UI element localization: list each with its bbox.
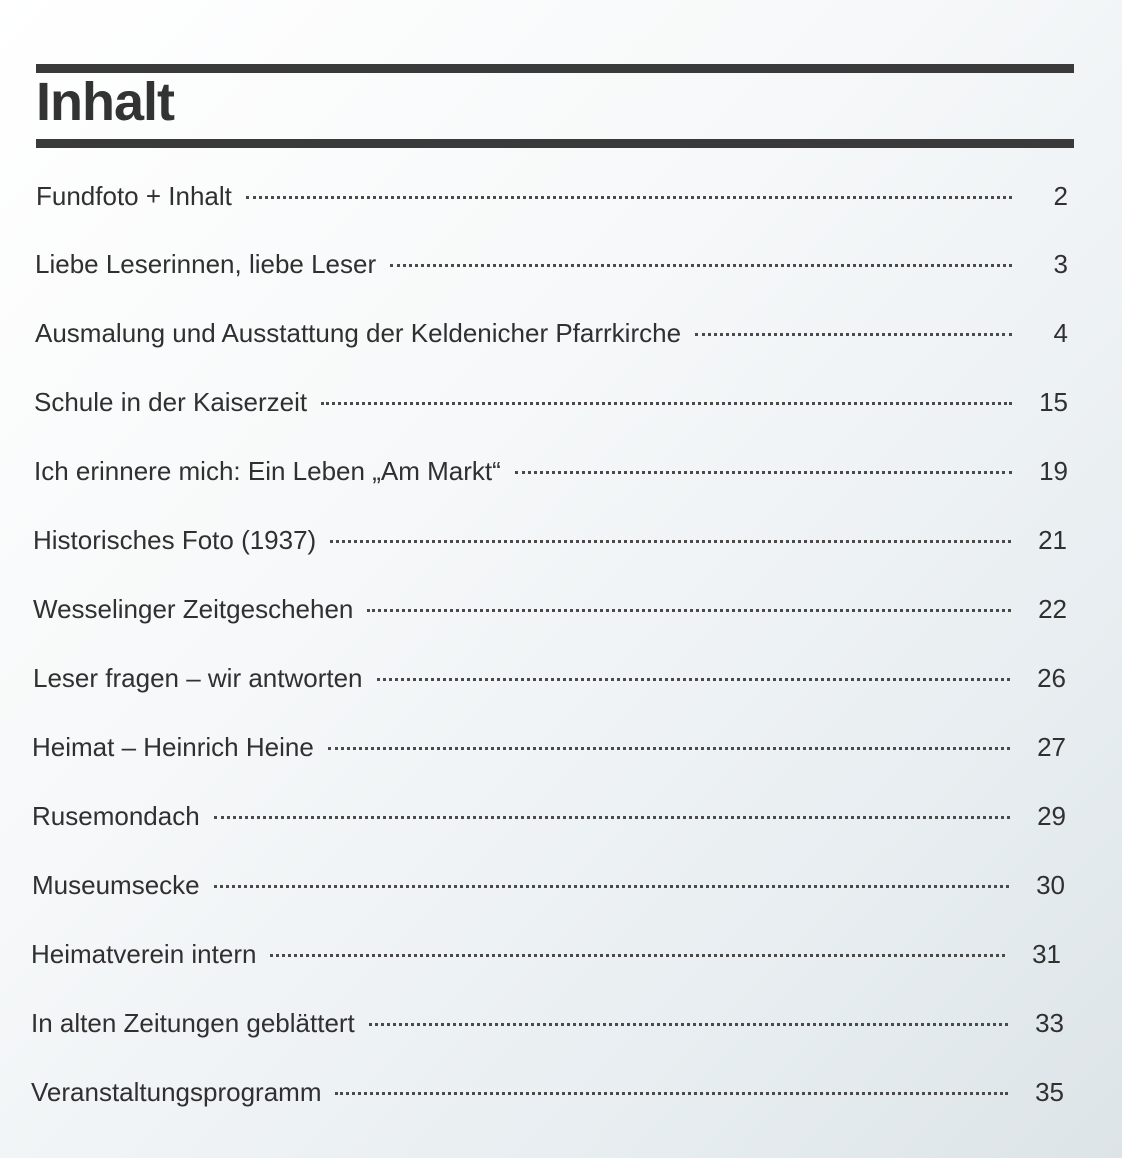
dot-leader bbox=[390, 264, 1012, 267]
toc-entry-page: 15 bbox=[1039, 387, 1068, 417]
toc-entry bbox=[31, 934, 1061, 974]
toc-entry-page: 29 bbox=[1037, 801, 1066, 831]
toc-entry-page: 26 bbox=[1037, 663, 1066, 693]
toc-entry bbox=[34, 451, 1068, 491]
toc-entry-page: 31 bbox=[1032, 939, 1061, 969]
toc-entry-title: Rusemondach bbox=[32, 801, 200, 831]
toc-entry bbox=[36, 176, 1068, 216]
dot-leader bbox=[214, 816, 1010, 819]
dot-leader bbox=[214, 885, 1009, 888]
toc-entry-title: Leser fragen – wir antworten bbox=[33, 663, 363, 693]
dot-leader bbox=[695, 333, 1012, 336]
dot-leader bbox=[328, 747, 1010, 750]
toc-entry-title: Ausmalung und Ausstattung der Keldenicher Pfarrkirche bbox=[35, 318, 682, 348]
toc-entry-page: 3 bbox=[1053, 249, 1068, 279]
toc-entry bbox=[32, 865, 1065, 905]
toc-entry-title: In alten Zeitungen geblättert bbox=[31, 1008, 355, 1038]
toc-entry-title: Ich erinnere mich: Ein Leben „Am Markt“ bbox=[34, 456, 501, 486]
toc-entry-page: 21 bbox=[1038, 525, 1067, 555]
toc-entry-page: 2 bbox=[1053, 181, 1068, 211]
dot-leader bbox=[377, 678, 1010, 681]
toc-entry-page: 19 bbox=[1039, 456, 1068, 486]
toc-entry bbox=[34, 382, 1068, 422]
toc-entry bbox=[31, 1003, 1064, 1043]
toc-entry bbox=[35, 313, 1068, 353]
toc-entry-page: 35 bbox=[1035, 1077, 1064, 1107]
toc-entry bbox=[33, 658, 1066, 698]
toc-entry-title: Heimat – Heinrich Heine bbox=[32, 732, 314, 762]
dot-leader bbox=[246, 196, 1012, 199]
toc-entry bbox=[31, 1072, 1064, 1112]
toc-entry bbox=[35, 244, 1068, 284]
toc-entry-title: Schule in der Kaiserzeit bbox=[34, 387, 308, 417]
dot-leader bbox=[515, 471, 1012, 474]
dot-leader bbox=[321, 402, 1012, 405]
dot-leader bbox=[330, 540, 1011, 543]
toc-entry-title: Veranstaltungsprogramm bbox=[31, 1077, 322, 1107]
toc-entry-title: Wesselinger Zeitgeschehen bbox=[33, 594, 354, 624]
toc-entry bbox=[32, 727, 1066, 767]
page-title: Inhalt bbox=[36, 72, 174, 132]
dot-leader bbox=[369, 1023, 1008, 1026]
toc-entry-title: Liebe Leserinnen, liebe Leser bbox=[35, 249, 377, 279]
dot-leader bbox=[270, 954, 1005, 957]
toc-entry bbox=[33, 589, 1067, 629]
toc-entry-page: 22 bbox=[1038, 594, 1067, 624]
toc-entry bbox=[33, 520, 1067, 560]
toc-entry-title: Heimatverein intern bbox=[31, 939, 257, 969]
toc-entry-title: Fundfoto + Inhalt bbox=[36, 181, 232, 211]
dot-leader bbox=[367, 609, 1011, 612]
toc-entry-page: 27 bbox=[1037, 732, 1066, 762]
dot-leader bbox=[335, 1092, 1008, 1095]
toc-entry-page: 33 bbox=[1035, 1008, 1064, 1038]
toc-entry bbox=[32, 796, 1066, 836]
toc-entry-page: 4 bbox=[1053, 318, 1068, 348]
toc-entry-title: Historisches Foto (1937) bbox=[33, 525, 317, 555]
toc-entry-page: 30 bbox=[1036, 870, 1065, 900]
toc-entry-title: Museumsecke bbox=[32, 870, 200, 900]
